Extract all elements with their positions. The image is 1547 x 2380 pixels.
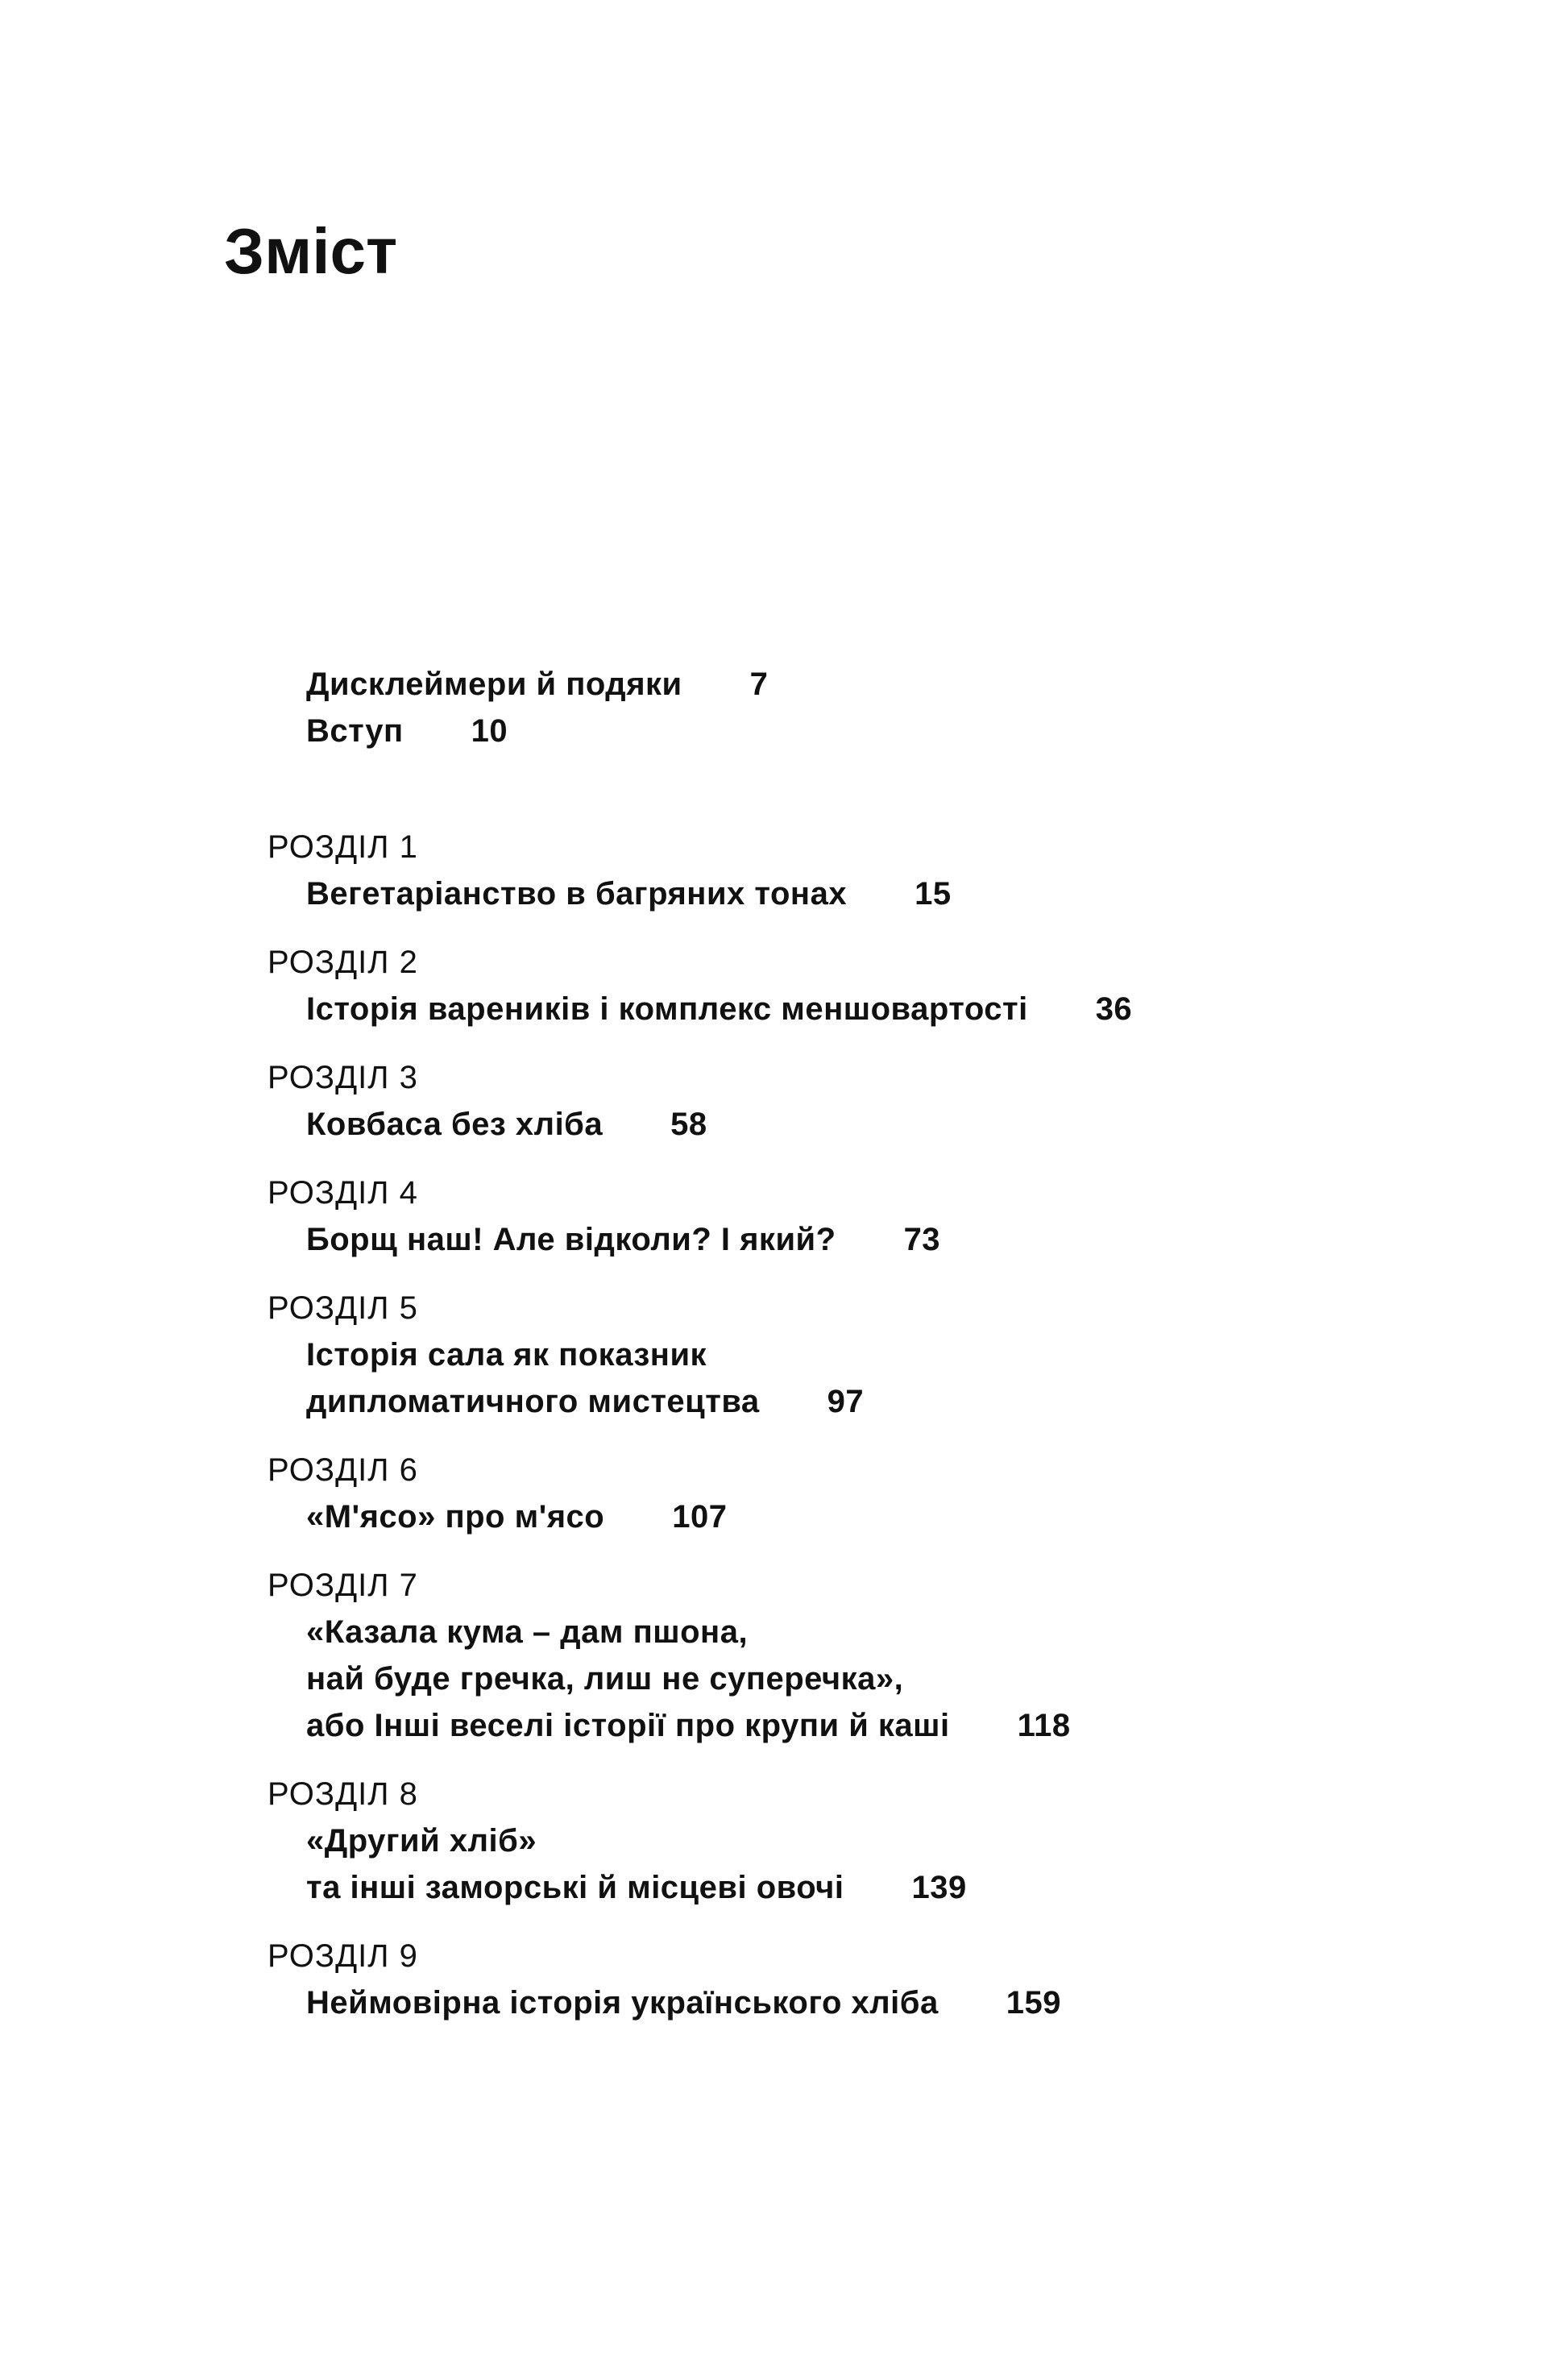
toc-entry-title: Дисклеймери й подяки (306, 667, 682, 702)
toc-entry-page: 159 (1006, 1985, 1061, 2021)
toc-entry-title: «Другий хліб» (306, 1823, 537, 1859)
toc-entry-chapter-5-line-1[interactable] (306, 1331, 707, 1378)
chapter-label: РОЗДІЛ 2 (268, 945, 418, 980)
toc-entry-title: «Казала кума – дам пшона, (306, 1614, 749, 1650)
toc-entry-chapter-7-line-2[interactable] (306, 1655, 903, 1702)
toc-entry-title: Борщ наш! Але відколи? І який? (306, 1222, 836, 1257)
toc-entry-chapter-9[interactable] (306, 1979, 1061, 2026)
page-title: Зміст (224, 215, 398, 287)
toc-entry-chapter-7-line-1[interactable] (306, 1609, 748, 1655)
toc-entry-title: най буде гречка, лиш не суперечка», (306, 1661, 904, 1697)
chapter-label: РОЗДІЛ 4 (268, 1175, 418, 1211)
toc-entry-disclaimers[interactable] (306, 661, 768, 708)
toc-entry-title: Ковбаса без хліба (306, 1107, 603, 1142)
toc-entry-page: 58 (670, 1107, 707, 1142)
toc-entry-page: 10 (471, 713, 508, 749)
toc-entry-title: Історія вареників і комплекс меншовартості (306, 991, 1028, 1027)
toc-entry-chapter-7-line-3[interactable] (306, 1702, 1071, 1749)
toc-entry-chapter-5-line-2[interactable] (306, 1378, 864, 1425)
toc-entry-page: 73 (903, 1222, 941, 1257)
chapter-label: РОЗДІЛ 9 (268, 1938, 418, 1974)
chapter-label: РОЗДІЛ 6 (268, 1452, 418, 1488)
chapter-label: РОЗДІЛ 1 (268, 829, 418, 865)
toc-entry-page: 118 (1017, 1708, 1071, 1743)
toc-entry-page: 36 (1095, 991, 1133, 1027)
toc-entry-introduction[interactable] (306, 708, 508, 754)
toc-entry-title: дипломатичного мистецтва (306, 1384, 760, 1419)
toc-entry-title: або Інші веселі історії про крупи й каші (306, 1708, 950, 1743)
chapter-label: РОЗДІЛ 7 (268, 1568, 418, 1603)
toc-entry-page: 7 (749, 667, 769, 702)
chapter-label: РОЗДІЛ 8 (268, 1776, 418, 1812)
toc-entry-chapter-6[interactable] (306, 1493, 727, 1540)
toc-entry-chapter-1[interactable] (306, 870, 952, 917)
toc-entry-chapter-8-line-1[interactable] (306, 1817, 537, 1864)
toc-entry-page: 15 (915, 876, 952, 912)
toc-entry-page: 139 (911, 1870, 967, 1905)
chapter-label: РОЗДІЛ 3 (268, 1060, 418, 1095)
toc-entry-chapter-3[interactable] (306, 1101, 707, 1148)
toc-entry-chapter-8-line-2[interactable] (306, 1864, 967, 1911)
toc-entry-title: «М'ясо» про м'ясо (306, 1499, 605, 1535)
toc-entry-title: Вступ (306, 713, 404, 749)
toc-entry-title: та інші заморські й місцеві овочі (306, 1870, 844, 1905)
chapter-label: РОЗДІЛ 5 (268, 1290, 418, 1326)
toc-entry-title: Вегетаріанство в багряних тонах (306, 876, 848, 912)
toc-entry-chapter-2[interactable] (306, 986, 1132, 1032)
toc-entry-title: Історія сала як показник (306, 1337, 707, 1373)
toc-entry-chapter-4[interactable] (306, 1216, 940, 1263)
toc-entry-page: 97 (827, 1384, 865, 1419)
toc-entry-title: Неймовірна історія українського хліба (306, 1985, 939, 2021)
toc-entry-page: 107 (672, 1499, 728, 1535)
